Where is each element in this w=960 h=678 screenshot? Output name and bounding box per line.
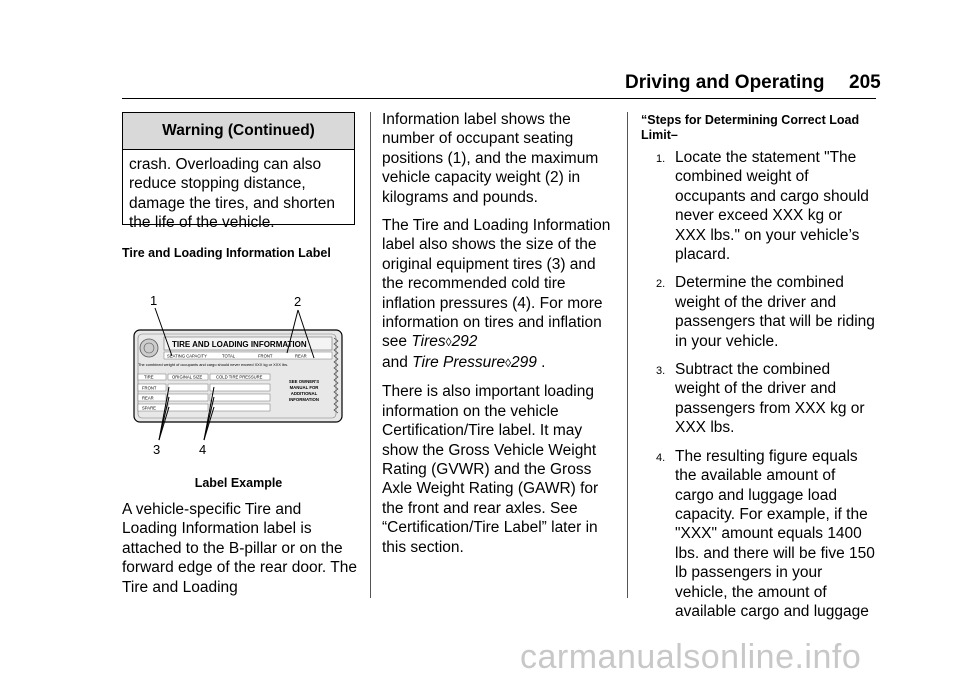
xref-tires[interactable]: Tires <box>411 333 446 351</box>
section-subheading: Tire and Loading Information Label <box>122 246 331 260</box>
label-capacity-rear: REAR <box>295 353 307 359</box>
xref-tire-pressure-page[interactable]: 299 <box>511 353 537 371</box>
label-row-spare: SPARE <box>142 405 156 411</box>
step-number: 4. <box>656 451 666 464</box>
step-text: Determine the combined weight of the driver and passengers that will be riding in your vehicle. <box>675 274 875 350</box>
label-col-tire: TIRE <box>144 374 154 380</box>
label-row-front: FRONT <box>142 385 157 391</box>
label-capacity-seating: SEATING CAPACITY <box>167 353 207 359</box>
step-number: 1. <box>656 153 666 165</box>
paragraph-2-and: and <box>382 353 413 371</box>
column2-paragraph-3: There is also important loading information on the vehicle Certification/Tire label. It may show the Gross Vehicle Weight Rating (GVWR) and the Gross Axle Weight Rating (GAWR) for the front and rear axles. See “Certification/Tire Label” later in this section. <box>382 383 599 556</box>
step-number: 2. <box>656 278 666 291</box>
header-divider <box>122 98 876 99</box>
xref-tires-page[interactable]: 292 <box>451 333 478 351</box>
steps-list <box>641 148 875 621</box>
label-capacity-total: TOTAL <box>222 353 236 359</box>
warning-heading: Warning (Continued) <box>123 113 354 150</box>
label-col-size: ORIGINAL SIZE <box>172 374 203 380</box>
step-text: Locate the statement "The combined weight of occupants and cargo should never exceed XXX kg or XXX lbs." on your vehicle’s placard. <box>675 149 869 264</box>
paragraph-2-end: . <box>536 353 546 371</box>
label-rows <box>138 384 270 411</box>
page-number: 205 <box>849 72 881 93</box>
warning-box <box>122 112 355 232</box>
column-divider-left <box>370 112 371 598</box>
column2-paragraph-1: Information label shows the number of occupant seating positions (1), and the maximum vehicle capacity weight (2) in kilograms and pounds. <box>382 111 599 206</box>
label-capacity-front: FRONT <box>258 353 273 359</box>
column2-body <box>382 110 616 557</box>
xref-symbol-2: ◊ <box>505 355 511 370</box>
xref-tire-pressure[interactable]: Tire Pressure <box>412 353 506 371</box>
list-item <box>641 360 875 438</box>
label-note-line2: MANUAL FOR <box>289 385 319 390</box>
column-divider-right <box>627 112 628 598</box>
steps-subheading: “Steps for Determining Correct Load Limit– <box>641 113 860 142</box>
callout-1: 1 <box>150 293 158 308</box>
warning-body: crash. Overloading can also reduce stopping distance, damage the tires, and shorten the life of the vehicle. <box>129 156 335 232</box>
list-item <box>641 447 875 622</box>
callout-4: 4 <box>199 442 207 457</box>
list-item <box>641 148 875 264</box>
callout-2: 2 <box>294 294 302 309</box>
step-text: Subtract the combined weight of the driver and passengers from XXX kg or XXX lbs. <box>675 361 865 437</box>
column2-paragraph-2 <box>382 216 616 373</box>
label-note-line4: INFORMATION <box>289 397 319 402</box>
running-header-title: Driving and Operating <box>625 72 825 93</box>
step-number: 3. <box>656 365 666 378</box>
step-text: The resulting figure equals the available amount of cargo and luggage load capacity. For example, if the "XXX" amount equals 1400 lbs. and there will be five 150 lb passengers in your vehicle, the amount of available cargo and luggage <box>675 447 875 620</box>
figure-caption: Label Example <box>194 476 283 490</box>
label-statement: The combined weight of occupants and cargo should never exceed XXX kg or XXX lbs. <box>138 362 289 367</box>
paragraph-2-text: The Tire and Loading Information label also shows the size of the original equipment tires (3) and the recommended cold tire inflation pressures (4). For more information on tires and inflation see <box>382 217 611 351</box>
xref-symbol-1: ◊ <box>445 335 452 350</box>
label-note-line1: SEE OWNER'S <box>288 379 320 384</box>
label-note-line3: ADDITIONAL <box>290 391 318 396</box>
label-row-rear: REAR <box>142 395 154 401</box>
tire-loading-label-figure <box>128 290 346 458</box>
watermark: carmanualsonline.info <box>520 638 862 676</box>
column1-paragraph: A vehicle-specific Tire and Loading Information label is attached to the B-pillar or on the forward edge of the rear door. The Tire and Loading <box>122 501 357 596</box>
list-item <box>641 273 875 351</box>
label-emblem-icon <box>140 339 158 357</box>
label-title-text: TIRE AND LOADING INFORMATION <box>172 340 307 349</box>
callout-3: 3 <box>153 442 161 457</box>
label-col-pressure: COLD TIRE PRESSURE <box>216 374 263 380</box>
